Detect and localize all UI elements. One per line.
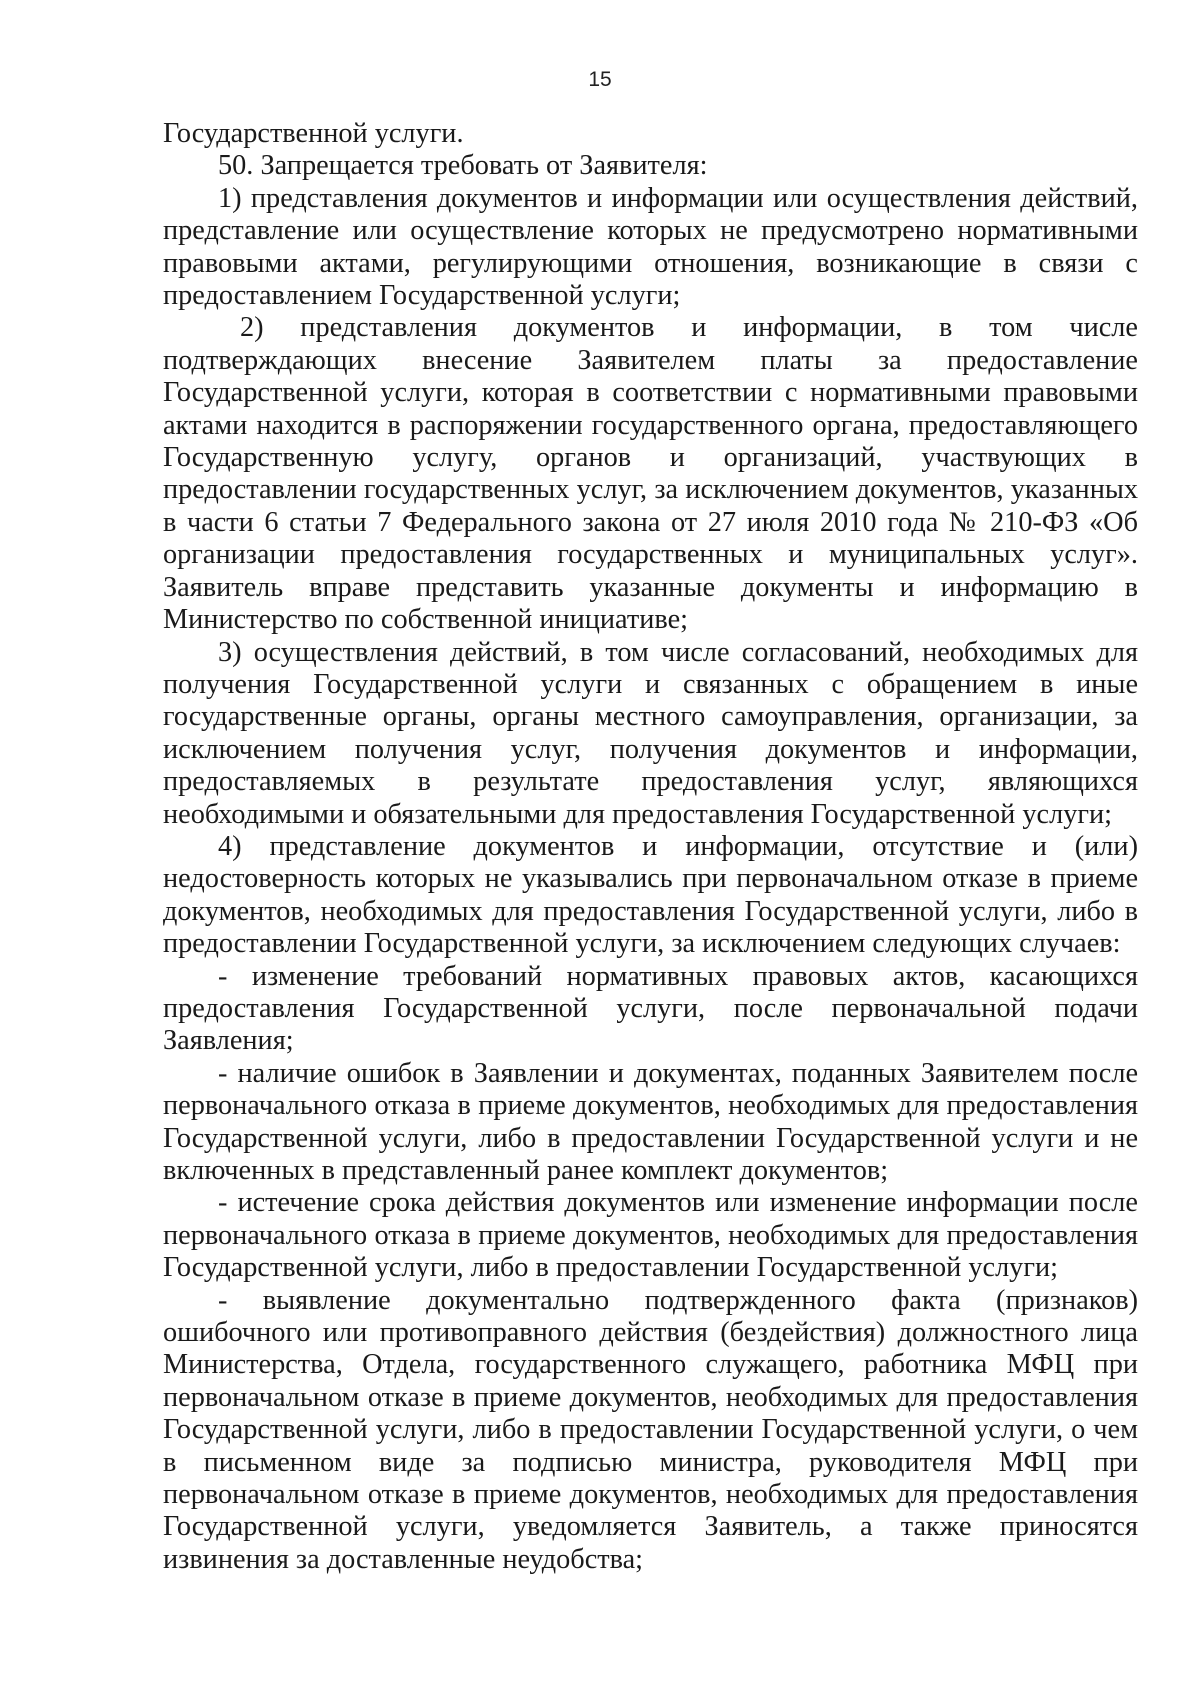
document-body — [163, 118, 1138, 1576]
paragraph-item-50: 50. Запрещается требовать от Заявителя: — [218, 150, 708, 182]
list-item-errors-in-application: - наличие ошибок в Заявлении и документах, поданных Заявителем после первоначального отказа в приеме документов, необходимых для предоставления Государственной услуги, либо в предоставлении Государственной услуги и не включенных в представленный ранее комплект документов; — [163, 1057, 1138, 1186]
paragraph-subitem-1: 1) представления документов и информации или осуществления действий, представление или осуществление которых не предусмотрено нормативными правовыми актами, регулирующими отношения, возникающие в связи с предоставлением Государственной услуги; — [163, 182, 1138, 312]
list-item-document-expiry: - истечение срока действия документов или изменение информации после первоначального отказа в приеме документов, необходимых для предоставления Государственной услуги, либо в предоставлении Государственной услуги; — [163, 1187, 1138, 1284]
list-item-unlawful-action: - выявление документально подтвержденного факта (признаков) ошибочного или противоправного действия (бездействия) должностного лица Министерства, Отдела, государственного служащего, работника МФЦ при первоначальном отказе в приеме документов, необходимых для предоставления Государственной услуги, либо в предоставлении Государственной услуги, о чем в письменном виде за подписью министра, руководителя МФЦ при первоначальном отказе в приеме документов, необходимых для предоставления Государственной услуги, уведомляется Заявитель, а также приносятся извинения за доставленные неудобства; — [163, 1284, 1138, 1575]
paragraph-continuation: Государственной услуги. — [163, 118, 464, 149]
paragraph-subitem-3: 3) осуществления действий, в том числе согласований, необходимых для получения Государственной услуги и связанных с обращением в иные государственные органы, органы местного самоуправления, организации, за исключением получения услуг, получения документов и информации, предоставляемых в результате предоставления услуг, являющихся необходимыми и обязательными для предоставления Государственной услуги; — [163, 636, 1138, 830]
paragraph-subitem-2: 2) представления документов и информации, в том числе подтверждающих внесение Заявителем платы за предоставление Государственной услуги, которая в соответствии с нормативными правовыми актами находится в распоряжении государственного органа, предоставляющего Государственную услугу, органов и организаций, участвующих в предоставлении государственных услуг, за исключением документов, указанных в части 6 статьи 7 Федерального закона от 27 июля 2010 года № 210-ФЗ «Об организации предоставления государственных и муниципальных услуг». Заявитель вправе представить указанные документы и информацию в Министерство по собственной инициативе; — [163, 312, 1138, 636]
page-number: 15 — [588, 68, 612, 91]
list-item-requirements-change: - изменение требований нормативных правовых актов, касающихся предоставления Государственной услуги, после первоначальной подачи Заявления; — [163, 960, 1138, 1057]
paragraph-subitem-4: 4) представление документов и информации, отсутствие и (или) недостоверность которых не указывались при первоначальном отказе в приеме документов, необходимых для предоставления Государственной услуги, либо в предоставлении Государственной услуги, за исключением следующих случаев: — [163, 830, 1138, 960]
